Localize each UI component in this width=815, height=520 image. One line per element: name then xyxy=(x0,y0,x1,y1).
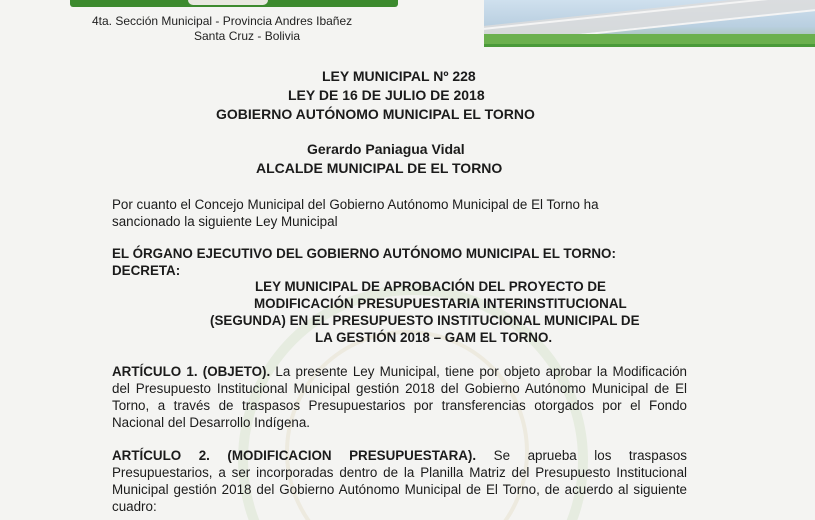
article-2-heading: ARTÍCULO 2. (MODIFICACION PRESUPUESTARA). xyxy=(112,448,477,463)
law-title-line-1: LEY MUNICIPAL DE APROBACIÓN DEL PROYECTO DE xyxy=(255,279,606,294)
letterhead-location-line: Santa Cruz - Bolivia xyxy=(194,29,301,43)
law-title-line-3: (SEGUNDA) EN EL PRESUPUESTO INSTITUCIONAL MUNICIPAL DE xyxy=(210,313,640,328)
letterhead-section-line: 4ta. Sección Municipal - Provincia Andres Ibañez xyxy=(92,14,353,28)
article-1-text: La presente Ley Municipal, tiene por objeto aprobar la Modificación del Presupuesto Institucional Municipal gestión 2018 del Gobierno Autónomo Municipal de El Torno, a través de traspasos Presupuestarios por transferencias otorgados por el Fondo Nacional del Desarrollo Indígena. xyxy=(112,364,687,430)
law-date: LEY DE 16 DE JULIO DE 2018 xyxy=(288,87,485,103)
article-1 xyxy=(112,363,687,431)
law-number: LEY MUNICIPAL Nº 228 xyxy=(322,68,476,84)
decree-heading: DECRETA: xyxy=(112,263,181,278)
article-2 xyxy=(112,447,687,515)
municipal-logo-strip xyxy=(70,0,398,7)
article-2-text: Se aprueba los traspasos Presupuestarios, a ser incorporadas dentro de la Planilla Matriz del Presupuesto Institucional Municipal gestión 2018 del Gobierno Autónomo Municipal de El Torno, de acuerdo al siguiente cuadro: xyxy=(112,448,687,514)
mayor-title: ALCALDE MUNICIPAL DE EL TORNO xyxy=(256,160,503,176)
banner-greenery xyxy=(484,34,815,44)
law-title-line-2: MODIFICACIÓN PRESUPUESTARIA INTERINSTITUCIONAL xyxy=(254,296,627,311)
article-1-heading: ARTÍCULO 1. (OBJETO). xyxy=(112,364,271,379)
header-photo-banner xyxy=(484,0,815,47)
preamble-line-2: sancionado la siguiente Ley Municipal xyxy=(112,214,338,229)
preamble-line-1: Por cuanto el Concejo Municipal del Gobierno Autónomo Municipal de El Torno ha xyxy=(112,197,599,212)
government-name: GOBIERNO AUTÓNOMO MUNICIPAL EL TORNO xyxy=(216,106,535,122)
executive-organ-heading: EL ÓRGANO EJECUTIVO DEL GOBIERNO AUTÓNOMO MUNICIPAL EL TORNO: xyxy=(112,246,616,261)
mayor-name: Gerardo Paniagua Vidal xyxy=(307,141,465,157)
law-title-line-4: LA GESTIÓN 2018 – GAM EL TORNO. xyxy=(315,330,553,345)
